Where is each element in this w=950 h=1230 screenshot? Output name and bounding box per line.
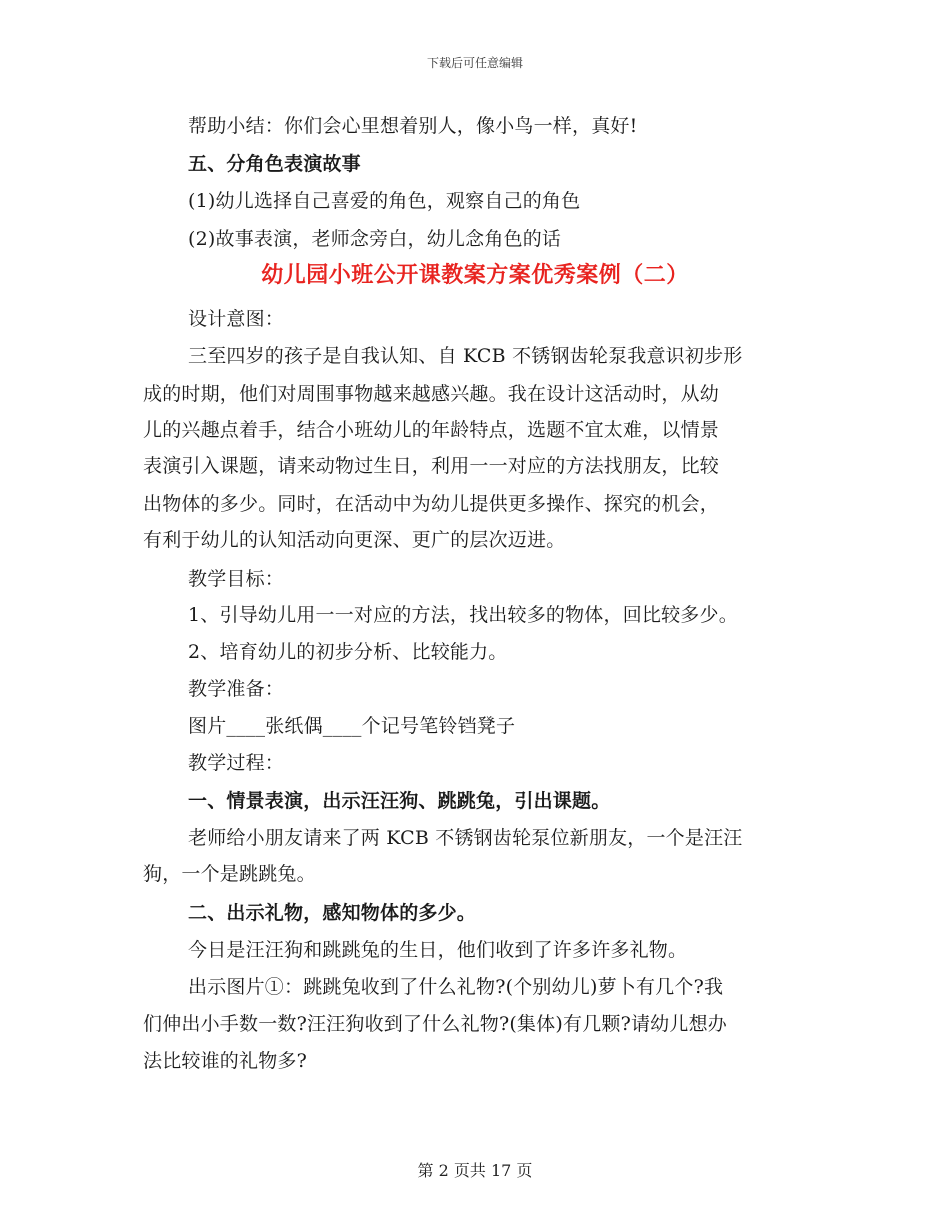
- process-heading-1: 一、情景表演，出示汪汪狗、跳跳兔，引出课题。: [188, 790, 611, 812]
- teaching-goals-label: 教学目标：: [188, 568, 285, 590]
- goal-1-line: 1、引导幼儿用一一对应的方法，找出较多的物体，回比较多少。: [188, 604, 738, 626]
- paragraph-line: 法比较谁的礼物多?: [143, 1050, 307, 1072]
- step-2-line: (2)故事表演，老师念旁白，幼儿念角色的话: [188, 228, 562, 250]
- summary-line: 帮助小结：你们会心里想着别人，像小鸟一样，真好!: [188, 115, 638, 137]
- page-header: 下载后可任意编辑: [426, 56, 523, 70]
- teaching-process-label: 教学过程：: [188, 752, 285, 774]
- design-intent-label: 设计意图：: [188, 308, 285, 330]
- section-title: 幼儿园小班公开课教案方案优秀案例（二）: [261, 262, 689, 288]
- process-heading-2: 二、出示礼物，感知物体的多少。: [188, 902, 477, 924]
- teaching-prep-label: 教学准备：: [188, 678, 285, 700]
- step-1-line: (1)幼儿选择自己喜爱的角色，观察自己的角色: [188, 190, 581, 212]
- paragraph-line: 表演引入课题，请来动物过生日，利用一一对应的方法找朋友，比较: [143, 455, 720, 477]
- paragraph-line: 出物体的多少。同时，在活动中为幼儿提供更多操作、探究的机会，: [143, 493, 720, 515]
- paragraph-line: 狗，一个是跳跳兔。: [143, 863, 316, 885]
- paragraph-line: 老师给小朋友请来了两 KCB 不锈钢齿轮泵位新朋友，一个是汪汪: [188, 827, 743, 849]
- paragraph-line: 有利于幼儿的认知活动向更深、更广的层次迈进。: [143, 529, 566, 551]
- paragraph-line: 成的时期，他们对周围事物越来越感兴趣。我在设计这活动时，从幼: [143, 383, 720, 405]
- paragraph-line: 们伸出小手数一数?汪汪狗收到了什么礼物?(集体)有几颗?请幼儿想办: [143, 1013, 727, 1035]
- section-heading-5: 五、分角色表演故事: [188, 153, 361, 175]
- materials-line: 图片____张纸偶____个记号笔铃铛凳子: [188, 715, 516, 737]
- paragraph-line: 三至四岁的孩子是自我认知、自 KCB 不锈钢齿轮泵我意识初步形: [188, 345, 743, 367]
- goal-2-line: 2、培育幼儿的初步分析、比较能力。: [188, 641, 508, 663]
- paragraph-line: 出示图片①：跳跳兔收到了什么礼物?(个别幼儿)萝卜有几个?我: [188, 976, 724, 998]
- paragraph-line: 今日是汪汪狗和跳跳兔的生日，他们收到了许多许多礼物。: [188, 939, 688, 961]
- paragraph-line: 儿的兴趣点着手，结合小班幼儿的年龄特点，选题不宜太难，以情景: [143, 419, 720, 441]
- page-footer: 第 2 页共 17 页: [417, 1161, 533, 1180]
